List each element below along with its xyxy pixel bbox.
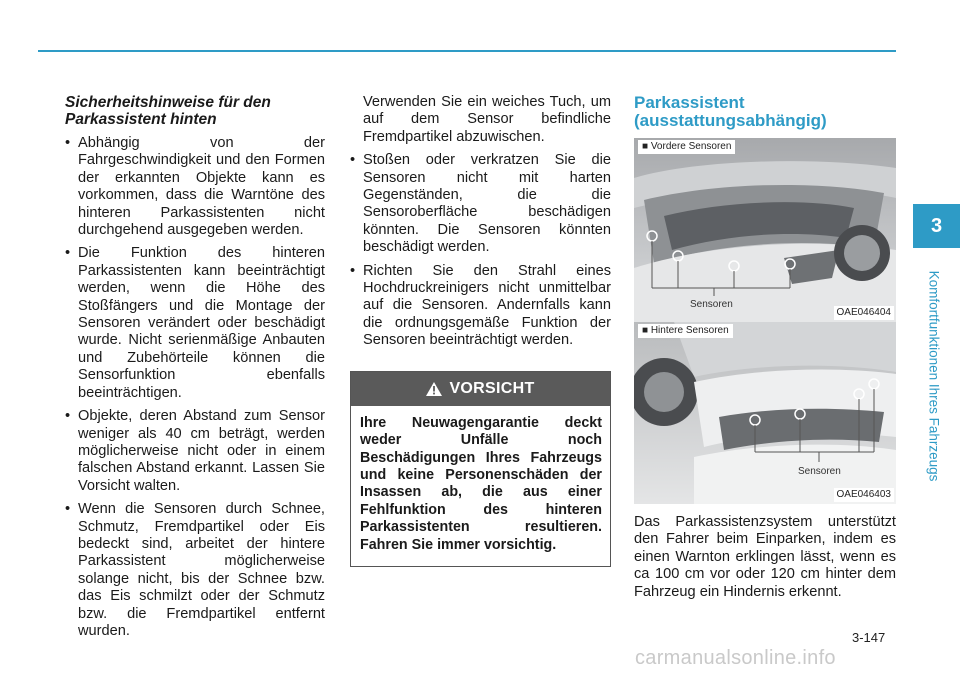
chapter-tab	[913, 204, 960, 248]
watermark: carmanualsonline.info	[635, 647, 836, 669]
right-column	[634, 94, 896, 601]
front-sensors-figure	[634, 138, 896, 322]
section-title: Parkassistent (ausstattungsabhängig)	[634, 93, 827, 130]
list-item: • Richten Sie den Strahl eines Hochdruckreinigers nicht unmittelbar auf die Sensoren. Andernfalls kann die ordnungsgemäße Funktion der Sensoren beeinträchtigt werden.	[350, 263, 611, 350]
rear-sensors-figure	[634, 322, 896, 504]
safety-list	[65, 135, 325, 640]
caution-text: Ihre Neuwagengarantie deckt weder Unfälle noch Beschädigungen Ihres Fahrzeugs und keine Personenschäden der Insassen ab, die aus einer Fehlfunktion des hinteren Parkassistenten resultieren. Fahren Sie immer vorsichtig.	[360, 414, 602, 553]
description-paragraph: Das Parkassistenzsystem unterstützt den Fahrer beim Einparken, indem es einen Warnton erklingen lässt, wenn es ca 100 cm vor oder 120 cm hinter dem Fahrzeug ein Hindernis erkennt.	[634, 514, 896, 600]
caution-box	[350, 371, 611, 567]
safety-list-continued	[350, 152, 611, 349]
chapter-number: 3	[930, 214, 943, 237]
list-item: • Die Funktion des hinteren Parkassistenten kann beeinträchtigt werden, wenn die Höhe des Stoßfängers und die Montage der Sensoren verändert oder beschädigt wurde. Nicht serienmäßige Anbauten und Zubehörteile können die Sensorfunktion ebenfalls beeinträchtigen.	[65, 245, 325, 402]
middle-column	[350, 94, 611, 567]
figure-code: OAE046404	[834, 306, 895, 320]
rear-sensors-label: ■ Hintere Sensoren	[638, 324, 733, 338]
rear-bumper-illustration	[634, 322, 896, 504]
list-item: • Abhängig von der Fahrgeschwindigkeit und den Formen der erkannten Objekte kann es vorkommen, dass die Warntöne des hinteren Parkassistenten nicht durchgehend ausgegeben werden.	[65, 135, 325, 239]
list-item: • Wenn die Sensoren durch Schnee, Schmutz, Fremdpartikel oder Eis bedeckt sind, arbeitet der hintere Parkassistent möglicherweise solange nicht, bis der Schnee bzw. das Eis schmilzt oder der Schmutz bzw. die Fremdpartikel entfernt wurden.	[65, 501, 325, 640]
chapter-title-vertical: Komfortfunktionen Ihres Fahrzeugs	[926, 270, 942, 481]
caution-header	[351, 372, 610, 406]
list-item: • Objekte, deren Abstand zum Sensor weniger als 40 cm beträgt, werden möglicherweise nicht oder in einem falschen Abstand erkannt. Lassen Sie Vorsicht walten.	[65, 408, 325, 495]
warning-triangle-icon	[426, 382, 442, 396]
continued-text: Verwenden Sie ein weiches Tuch, um auf dem Sensor befindliche Fremdpartikel abzuwischen.	[363, 94, 611, 145]
sensor-callout: Sensoren	[798, 466, 841, 477]
caution-title: VORSICHT	[449, 379, 535, 397]
list-item: • Stoßen oder verkratzen Sie die Sensoren nicht mit harten Gegenständen, die die Sensoroberfläche beschädigen könnten. Die Sensoren könnten beschädigt werden.	[350, 152, 611, 256]
header-rule	[38, 50, 896, 52]
front-sensors-label: ■ Vordere Sensoren	[638, 140, 735, 154]
front-bumper-illustration	[634, 138, 896, 322]
left-column	[65, 94, 325, 646]
figure-code: OAE046403	[834, 488, 895, 502]
sensor-callout: Sensoren	[690, 299, 733, 310]
section-heading: Sicherheitshinweise für den Parkassistent hinten	[65, 94, 271, 128]
page-number: 3-147	[852, 630, 886, 645]
